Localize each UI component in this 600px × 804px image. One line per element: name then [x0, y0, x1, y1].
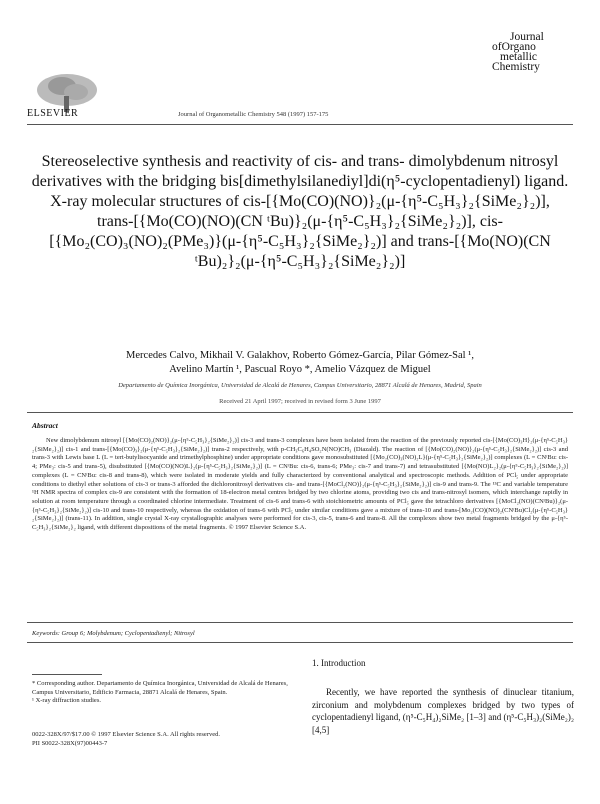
abstract-bottom-rule [27, 622, 573, 623]
footnote-rule [32, 674, 102, 675]
keywords-rule [27, 642, 573, 643]
keywords: Keywords: Group 6; Molybdenum; Cyclopentadienyl; Nitrosyl [32, 630, 195, 637]
journal-logo-line: Chemistry [492, 61, 540, 73]
journal-logo-line: Journal [510, 31, 544, 43]
affiliation: Departamento de Química Inorgánica, Universidad de Alcalá de Henares, Campus Universitario, 28871 Alcalá de Henares, Madrid, Spain [118, 382, 482, 389]
abstract-heading: Abstract [32, 421, 58, 430]
footnotes [32, 680, 292, 706]
section-heading: 1. Introduction [312, 658, 366, 668]
journal-logo [488, 32, 576, 72]
abstract-text: New dimolybdenum nitrosyl [{Mo(CO)₂(NO)}₂(μ-{η⁵-C₅H₃}₂{SiMe₂}₂)] cis-3 and trans-3 complexes have been isolated from the reaction of the previously reported cis-[{Mo(CO)₃H}₂(μ-{η⁵-C₅H₃}₂{SiMe₂}₂)] cis-1 and trans-[{Mo(CO)₃}₂(μ-{η⁵-C₅H₃}₂{SiMe₂}₂)] trans-2 respectively, with p-CH₃C₆H₄SO₂N(NO)CH₃ (Diazald). The reaction of [{Mo(CO)₂(NO)}₂(μ-{η⁵-C₅H₃}₂{SiMe₂}₂)] cis-3 and trans-3 with Lewis base L (L = tert-butylisocyanide and trimethylphosphine) under appropriate conditions gave monosubstituted [{Mo₂(CO)₃(NO)₂L}(μ-{η⁵-C₅H₃}₂{SiMe₂}₂)] complexes (L = CNᵗBu: cis-4; PMe₃: cis-5 and trans-5), disubstituted [{Mo(CO)(NO)L}₂(μ-{η⁵-C₅H₃}₂{SiMe₂}₂)] (L = CNᵗBu: cis-6, trans-6; PMe₃: cis-7 and trans-7) and tetrasubstituted [{Mo(NO)L₂}₂(μ-{η⁵-C₅H₃}₂{SiMe₂}₂)] complexes (L = CNᵗBu: cis-8 and trans-8), which were isolated in moderate yields and fully characterized by conventional analytical and spectroscopic methods. Addition of PCl₅ under appropriate conditions to diethyl ether solutions of cis-3 or trans-3 afforded the dichloronitrosyl derivatives cis- and trans-[{MoCl₂(NO)}₂(μ-{η⁵-C₅H₃}₂{SiMe₂}₂)] cis-9 and trans-9. The ¹³C and variable temperature ¹H NMR spectra of complex cis-9 are consistent with the formation of 18-electron metal centres bridged by two chlorine atoms, providing two cis and trans-nitrosyl isomers, which interchange rapidly in solution at room temperature through a coordinated chlorine intermediate. Treatment of cis-6 and trans-6 with stoichiometric amounts of PCl₅ gave the tetrachloro derivatives [{MoCl₂(NO)(CNᵗBu)}₂(μ-{η⁵-C₅H₃}₂{SiMe₂}₂)] cis-10 and trans-10 respectively, whereas the oxidation of trans-6 with PCl₅ under similar conditions gave a mixture of trans-10 and trans-[Mo₂(CO)(NO)₂(CNᵗBu)Cl₂(μ-{η⁵-C₅H₃}₂{SiMe₂}₂)] (trans-11). In addition, single crystal X-ray crystallographic analyses were performed for cis-3, cis-5, trans-6 and trans-8. All the complexes show two metal fragments bridged by the μ-{η⁵-C₅H₃}₂{SiMe₂}₂ ligand, with different dispositions of the metal fragments. © 1997 Elsevier Science S.A. [32, 437, 568, 532]
copyright-line: 0022-328X/97/$17.00 © 1997 Elsevier Science S.A. All rights reserved. [32, 731, 220, 738]
journal-logo-line: metallic [500, 51, 538, 63]
intro-paragraph: Recently, we have reported the synthesis of dinuclear titanium, zirconium and molybdenum complexes bridged by two types of cyclopentadienyl ligand, (η⁵-C₅H₄)₂SiMe₂ [1–3] and (η⁵-C₅H₃)₂(SiMe₂)₂ [4,5] [312, 687, 574, 735]
copyright-block [32, 730, 312, 748]
article-title: Stereoselective synthesis and reactivity of cis- and trans- dimolybdenum nitrosyl derivatives with the bridging bis[dimethylsilanediyl]di(η⁵-cyclopentadienyl) ligand. X-ray molecular structures of cis-[{Mo(CO)(NO)}₂(μ-{η⁵-C₅H₃}₂{SiMe₂}₂)], trans-[{Mo(CO)(NO)(CN ᵗBu)}₂(μ-{η⁵-C₅H₃}₂{SiMe₂}₂)], cis-[{Mo₂(CO)₃(NO)₂(PMe₃)}(μ-{η⁵-C₅H₃}₂{SiMe₂}₂)] and trans-[{Mo(NO)(CN ᵗBu)₂}₂(μ-{η⁵-C₅H₃}₂{SiMe₂}₂)] [31, 153, 569, 270]
abstract-top-rule [27, 412, 573, 413]
xray-note: ¹ X-ray diffraction studies. [32, 697, 101, 704]
author-line: Avelino Martín ¹, Pascual Royo *, Amelio Vázquez de Miguel [169, 364, 431, 375]
author-line: Mercedes Calvo, Mikhail V. Galakhov, Roberto Gómez-García, Pilar Gómez-Sal ¹, [126, 350, 474, 361]
publisher-name: ELSEVIER [27, 108, 79, 119]
header-rule [27, 124, 573, 125]
received-date: Received 21 April 1997; received in revised form 3 June 1997 [219, 398, 381, 405]
journal-logo-line: ofOrgano [492, 41, 536, 53]
pii-line: PII S0022-328X(97)00443-7 [32, 740, 108, 747]
author-list [30, 349, 570, 377]
corresponding-author-note: * Corresponding author. Departamento de Química Inorgánica, Universidad de Alcalá de Henares, Campus Universitario, Edificio Farmacia, 28871 Alcalá de Henares, Spain. [32, 680, 288, 696]
journal-citation: Journal of Organometallic Chemistry 548 (1997) 157-175 [178, 111, 329, 118]
